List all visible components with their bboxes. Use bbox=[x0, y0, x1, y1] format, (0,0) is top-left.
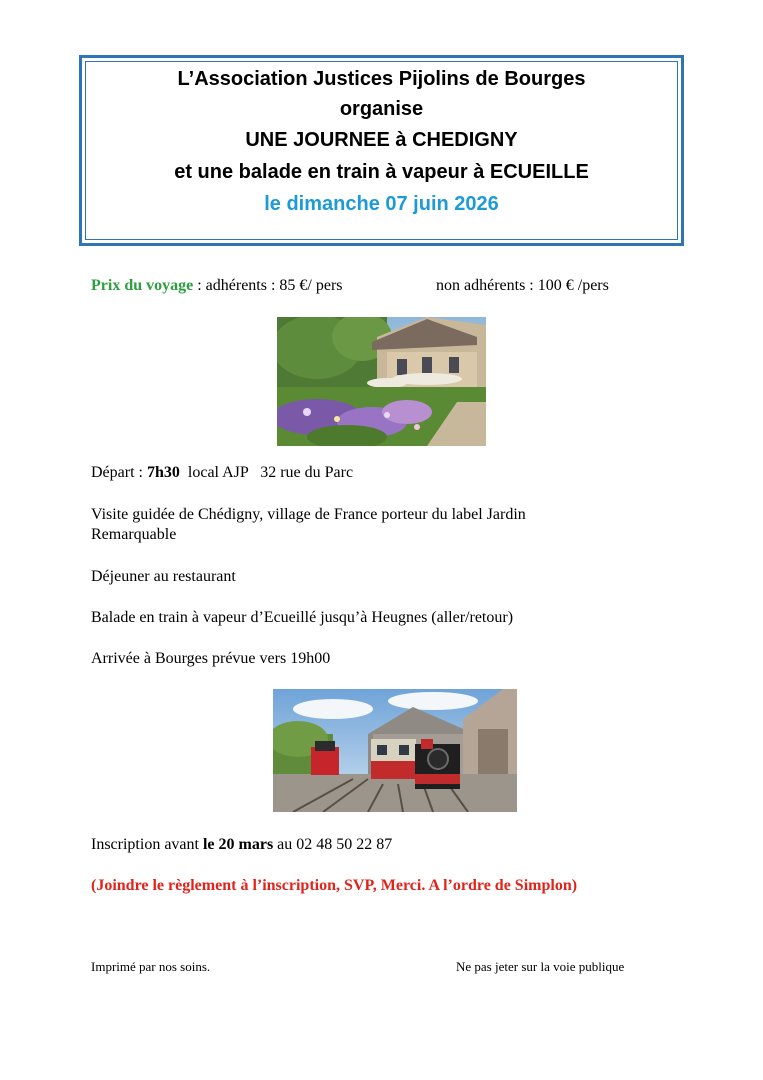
registration-phone: au 02 48 50 22 87 bbox=[273, 836, 393, 853]
price-line bbox=[91, 276, 343, 296]
association-name: L’Association Justices Pijolins de Bourges bbox=[177, 68, 586, 90]
event-date: le dimanche 07 juin 2026 bbox=[264, 193, 499, 215]
organise-text: organise bbox=[339, 98, 424, 120]
footer-dont-litter: Ne pas jeter sur la voie publique bbox=[456, 959, 625, 974]
train-photo bbox=[273, 689, 517, 812]
footer-printed: Imprimé par nos soins. bbox=[91, 959, 211, 974]
registration-line bbox=[91, 835, 392, 855]
visit-line-1: Visite guidée de Chédigny, village de France porteur du label Jardin bbox=[91, 506, 526, 523]
departure-label: Départ : bbox=[91, 464, 147, 481]
arrival-line: Arrivée à Bourges prévue vers 19h00 bbox=[91, 650, 331, 667]
visit-line-2: Remarquable bbox=[91, 526, 177, 543]
departure-time: 7h30 bbox=[146, 464, 180, 481]
lunch-line: Déjeuner au restaurant bbox=[91, 568, 236, 585]
train-line: Balade en train à vapeur d’Ecueillé jusqu’à Heugnes (aller/retour) bbox=[91, 609, 514, 626]
event-title: UNE JOURNEE à CHEDIGNY bbox=[245, 129, 518, 151]
payment-note: (Joindre le règlement à l’inscription, SVP, Merci. A l’ordre de Simplon) bbox=[91, 877, 578, 894]
price-label: Prix du voyage bbox=[91, 277, 194, 294]
registration-deadline: le 20 mars bbox=[202, 836, 274, 853]
header-frame bbox=[79, 55, 684, 246]
price-members: : adhérents : 85 €/ pers bbox=[193, 277, 343, 294]
event-subtitle: et une balade en train à vapeur à ECUEILLE bbox=[174, 161, 589, 183]
departure-line bbox=[91, 463, 353, 483]
departure-place: local AJP 32 rue du Parc bbox=[179, 464, 354, 481]
price-non-members: non adhérents : 100 € /pers bbox=[436, 277, 609, 294]
garden-photo bbox=[277, 317, 486, 446]
registration-prefix: Inscription avant bbox=[91, 836, 203, 853]
